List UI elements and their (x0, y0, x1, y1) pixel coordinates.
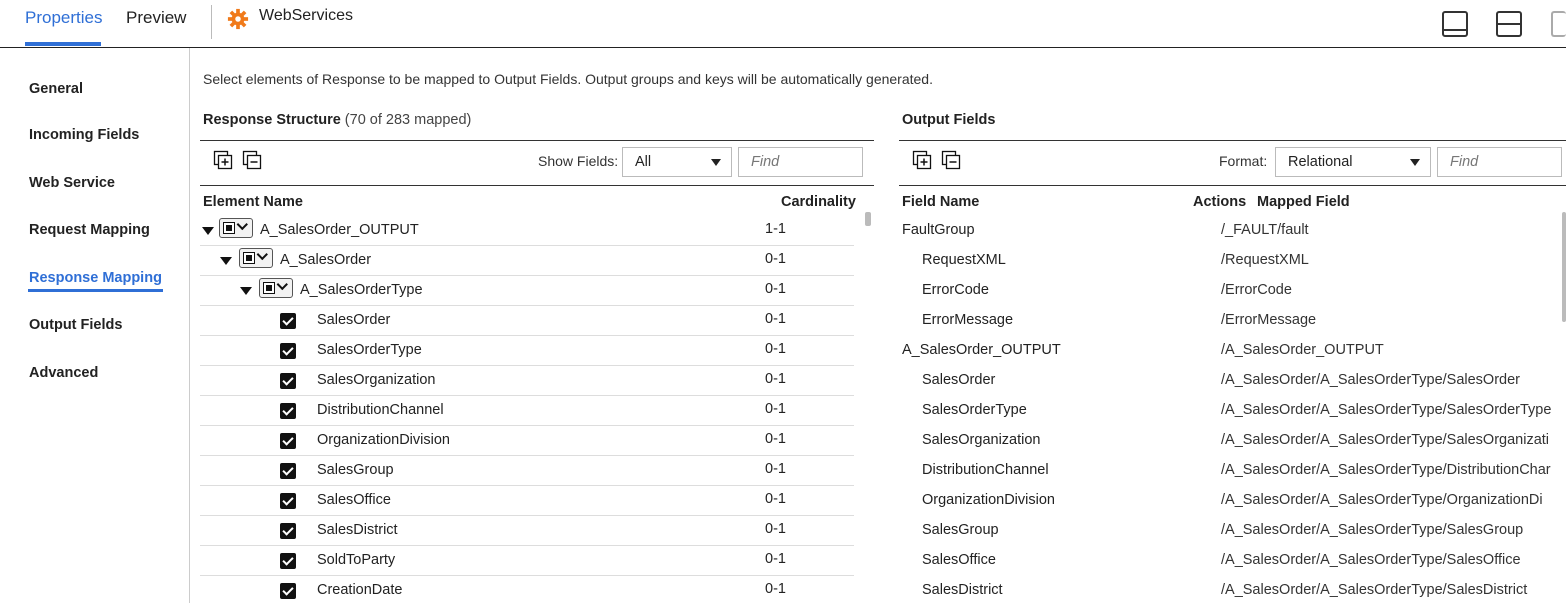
element-name: SalesOrganization (317, 372, 436, 388)
mapped-field-path: /A_SalesOrder/A_SalesOrderType/SalesOrganizati (1221, 432, 1550, 448)
output-field-row[interactable] (899, 306, 1562, 336)
cardinality-value: 0-1 (765, 521, 786, 537)
element-checkbox[interactable] (280, 313, 296, 329)
output-field-row[interactable] (899, 576, 1562, 603)
mapped-field-path: /A_SalesOrder/A_SalesOrderType/SalesGroup (1221, 522, 1524, 538)
chevron-down-icon (277, 279, 288, 290)
field-name: SalesOrderType (922, 402, 1027, 418)
col-cardinality[interactable]: Cardinality (781, 194, 856, 210)
output-find-input[interactable] (1437, 147, 1562, 177)
top-bar (0, 0, 1566, 48)
field-name: A_SalesOrder_OUTPUT (902, 342, 1061, 358)
tree-row[interactable] (200, 456, 854, 486)
active-nav-indicator (28, 289, 163, 292)
group-select-menu[interactable] (259, 278, 293, 298)
element-checkbox[interactable] (280, 433, 296, 449)
tab-properties[interactable]: Properties (25, 8, 103, 27)
tree-row[interactable] (200, 396, 854, 426)
mapped-field-path: /A_SalesOrder/A_SalesOrderType/SalesDistrict (1221, 582, 1528, 598)
col-actions: Actions (1193, 194, 1247, 210)
mapped-field-path: /_FAULT/fault (1221, 222, 1309, 238)
expand-arrow-icon[interactable] (220, 257, 232, 265)
output-field-row[interactable] (899, 246, 1562, 276)
expand-all-icon[interactable] (213, 150, 233, 170)
active-tab-indicator (25, 42, 101, 46)
output-field-row[interactable] (899, 456, 1562, 486)
field-name: SalesOrganization (922, 432, 1041, 448)
cardinality-value: 0-1 (765, 461, 786, 477)
mapped-field-path: /A_SalesOrder/A_SalesOrderType/DistributionChar (1221, 462, 1551, 478)
divider (899, 185, 1566, 186)
cardinality-value: 0-1 (765, 281, 786, 297)
layout-bottom-icon[interactable] (1442, 11, 1468, 37)
mapped-field-path: /A_SalesOrder/A_SalesOrderType/SalesOrder (1221, 372, 1520, 388)
tree-row[interactable] (200, 426, 854, 456)
gear-icon (227, 8, 249, 30)
show-fields-value: All (635, 154, 652, 170)
mapped-field-path: /A_SalesOrder/A_SalesOrderType/SalesOffice (1221, 552, 1521, 568)
group-select-menu[interactable] (239, 248, 273, 268)
divider (899, 140, 1566, 141)
tree-row[interactable] (200, 486, 854, 516)
instruction-text: Select elements of Response to be mapped to Output Fields. Output groups and keys will be automatically generated. (203, 71, 933, 87)
tab-preview[interactable]: Preview (126, 8, 187, 27)
expand-all-icon[interactable] (912, 150, 932, 170)
field-name: SalesOrder (922, 372, 996, 388)
element-name: SalesOrderType (317, 342, 422, 358)
field-name: OrganizationDivision (922, 492, 1055, 508)
field-name: DistributionChannel (922, 462, 1049, 478)
output-field-row[interactable] (899, 216, 1562, 246)
element-checkbox[interactable] (280, 343, 296, 359)
field-name: RequestXML (922, 252, 1006, 268)
scrollbar[interactable] (865, 212, 871, 226)
element-checkbox[interactable] (280, 553, 296, 569)
output-field-row[interactable] (899, 486, 1562, 516)
divider (211, 5, 212, 39)
nav-request-mapping[interactable]: Request Mapping (29, 222, 150, 238)
expand-arrow-icon[interactable] (240, 287, 252, 295)
divider (200, 185, 874, 186)
mapped-field-path: /ErrorMessage (1221, 312, 1317, 328)
cardinality-value: 0-1 (765, 401, 786, 417)
mapped-count: (70 of 283 mapped) (344, 112, 472, 128)
nav-advanced[interactable]: Advanced (29, 365, 99, 381)
nav-incoming-fields[interactable]: Incoming Fields (29, 127, 140, 143)
field-name: ErrorMessage (922, 312, 1014, 328)
tree-row[interactable] (200, 366, 854, 396)
field-name: SalesOffice (922, 552, 996, 568)
format-value: Relational (1288, 154, 1353, 170)
chevron-down-icon (711, 159, 721, 166)
field-name: SalesGroup (922, 522, 999, 538)
tree-row[interactable] (200, 246, 854, 276)
output-field-row[interactable] (899, 516, 1562, 546)
cardinality-value: 0-1 (765, 251, 786, 267)
output-field-row[interactable] (899, 396, 1562, 426)
element-name: A_SalesOrderType (300, 282, 423, 298)
scrollbar[interactable] (1562, 212, 1566, 322)
cardinality-value: 0-1 (765, 581, 786, 597)
field-name: SalesDistrict (922, 582, 1003, 598)
col-field-name[interactable]: Field Name (902, 194, 980, 210)
divider (200, 140, 874, 141)
cardinality-value: 0-1 (765, 371, 786, 387)
output-field-row[interactable] (899, 336, 1562, 366)
tree-row[interactable] (200, 216, 854, 246)
collapse-all-icon[interactable] (242, 150, 262, 170)
show-fields-label: Show Fields: (538, 153, 619, 169)
show-fields-select[interactable] (622, 147, 732, 177)
field-name: FaultGroup (902, 222, 975, 238)
layout-split-icon[interactable] (1496, 11, 1522, 37)
col-mapped-field[interactable]: Mapped Field (1257, 194, 1350, 210)
element-name: A_SalesOrder (280, 252, 372, 268)
chevron-down-icon (1410, 159, 1420, 166)
element-name: DistributionChannel (317, 402, 444, 418)
cardinality-value: 0-1 (765, 551, 786, 567)
element-checkbox[interactable] (280, 583, 296, 599)
element-name: SalesDistrict (317, 522, 398, 538)
tree-row[interactable] (200, 576, 854, 603)
nav-output-fields[interactable]: Output Fields (29, 317, 123, 333)
mapped-field-path: /A_SalesOrder/A_SalesOrderType/OrganizationDi (1221, 492, 1543, 508)
cardinality-value: 0-1 (765, 311, 786, 327)
response-find-input[interactable] (738, 147, 863, 177)
element-name: SalesOrder (317, 312, 391, 328)
format-label: Format: (1219, 153, 1268, 169)
output-field-row[interactable] (899, 366, 1562, 396)
response-structure-label: Response Structure (203, 112, 341, 128)
chevron-down-icon (257, 249, 268, 260)
tree-row[interactable] (200, 336, 854, 366)
output-fields-title: Output Fields (902, 112, 996, 128)
cardinality-value: 0-1 (765, 341, 786, 357)
response-structure-title (203, 112, 471, 128)
output-field-row[interactable] (899, 546, 1562, 576)
tree-row[interactable] (200, 306, 854, 336)
cardinality-value: 0-1 (765, 431, 786, 447)
collapse-all-icon[interactable] (941, 150, 961, 170)
element-checkbox[interactable] (280, 493, 296, 509)
element-checkbox[interactable] (280, 463, 296, 479)
element-name: A_SalesOrder_OUTPUT (260, 222, 419, 238)
output-field-row[interactable] (899, 426, 1562, 456)
element-checkbox[interactable] (280, 403, 296, 419)
group-select-menu[interactable] (219, 218, 253, 238)
element-name: SalesGroup (317, 462, 394, 478)
element-checkbox[interactable] (280, 523, 296, 539)
col-element-name[interactable]: Element Name (203, 194, 303, 210)
nav-response-mapping[interactable]: Response Mapping (29, 270, 162, 286)
output-field-row[interactable] (899, 276, 1562, 306)
element-checkbox[interactable] (280, 373, 296, 389)
mapped-field-path: /A_SalesOrder/A_SalesOrderType/SalesOrderType (1221, 402, 1552, 418)
tree-row[interactable] (200, 516, 854, 546)
left-nav (0, 48, 190, 603)
element-name: CreationDate (317, 582, 403, 598)
tree-row[interactable] (200, 276, 854, 306)
element-name: SoldToParty (317, 552, 396, 568)
component-title: WebServices (259, 7, 353, 24)
nav-general[interactable]: General (29, 81, 83, 97)
element-name: OrganizationDivision (317, 432, 450, 448)
mapped-field-path: /A_SalesOrder_OUTPUT (1221, 342, 1384, 358)
nav-web-service[interactable]: Web Service (29, 175, 115, 191)
format-select[interactable] (1275, 147, 1431, 177)
layout-side-icon[interactable] (1551, 11, 1566, 37)
expand-arrow-icon[interactable] (202, 227, 214, 235)
tree-row[interactable] (200, 546, 854, 576)
mapped-field-path: /RequestXML (1221, 252, 1309, 268)
cardinality-value: 1-1 (765, 221, 786, 237)
chevron-down-icon (237, 219, 248, 230)
mapped-field-path: /ErrorCode (1221, 282, 1292, 298)
cardinality-value: 0-1 (765, 491, 786, 507)
field-name: ErrorCode (922, 282, 989, 298)
element-name: SalesOffice (317, 492, 391, 508)
